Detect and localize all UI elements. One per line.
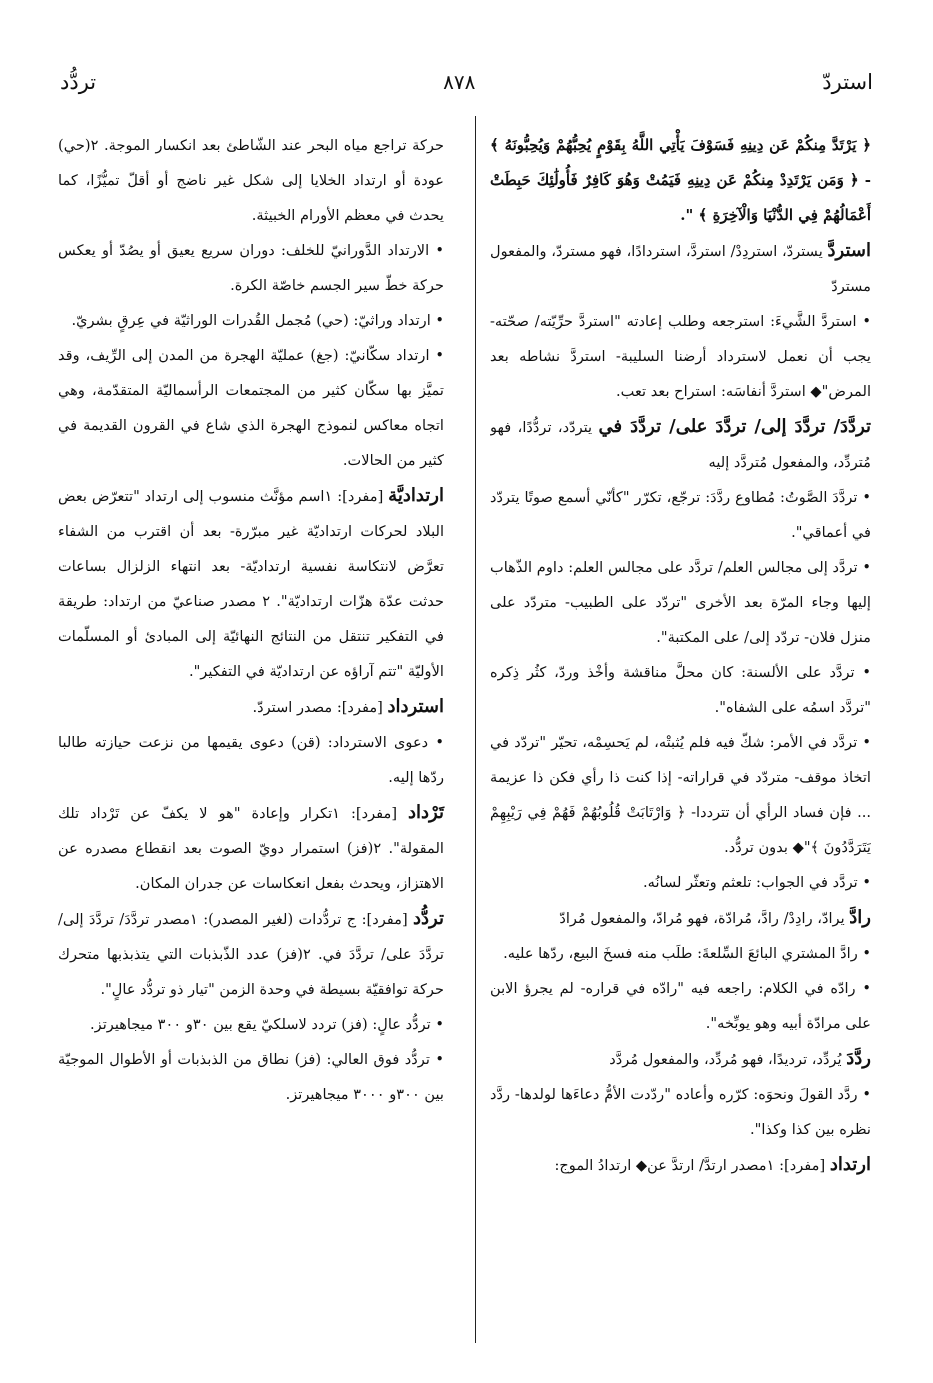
entry-text: يرادّ، رادِدْ/ رادَّ، مُرادّة، فهو مُرادّ، والمفعول مُرادّ xyxy=(559,910,850,927)
entry-text: يستردّ، استردِدْ/ استردَّ، استردادًا، فهو مستردّ، والمفعول مستردّ xyxy=(490,243,871,295)
sense-item: • تردَّدَ الصَّوتُ: مُطاوع ردَّدَ: ترجّع، تكرّر "كأنّي أسمع صوتًا يتردّد في أعماقي". xyxy=(490,489,871,541)
entry-taraddada xyxy=(490,409,871,480)
headword: استردَّ xyxy=(827,240,871,261)
headword: تَرْداد xyxy=(408,802,444,823)
sense-item: • تردُّد عالٍ: (فز) تردد لاسلكيّ يقع بين ٣٠و ٣٠٠ ميجاهيرتز. xyxy=(90,1016,444,1033)
sense-item: • ردَّد القولَ ونحوَه: كرّره وأعاده "ردّدت الأمُّ دعاءَها لولدها- ردَّد نظره بين كذا وكذا". xyxy=(490,1086,871,1138)
sense-item: • تردَّد على الألسنة: كان محلَّ مناقشة وأخْذ وردّ، كثُر ذِكره "تردَّد اسمُه على الشفاه". xyxy=(490,664,871,716)
sense-item: • رادّه في الكلام: راجعه فيه "رادّه في قراره- لم يجرؤ الابن على مرادّة أبيه وهو يوبِّخه". xyxy=(490,980,871,1032)
header-last-word: تردُّد xyxy=(60,70,97,94)
entry-text: [مفرد]: ١تكرار وإعادة "هو لا يكفّ عن تَرْداد تلك المقولة". ٢(فز) استمرار دويّ الصوت بعد انقطاع مصدره عن الاهتزاز، ويحدث بفعل انعكاسات عن جدران المكان. xyxy=(58,805,444,892)
headword: رادَّ xyxy=(849,907,871,928)
left-column xyxy=(58,128,458,1338)
sense-item: • ارتداد وراثيّ: (حي) مُجمل القُدرات الوراثيّة في عِرقٍ بشريّ. xyxy=(71,312,444,329)
sense-item: • الارتداد الدَّورانيّ للخلف: دوران سريع يعيق أو يصُدّ أو يعكس حركة خطّ سير الجسم خاصّة الكرة. xyxy=(58,242,444,294)
entry-text: [مفرد]: ١اسم مؤنَّث منسوب إلى ارتداد "تتعرّض بعض البلاد لحركات ارتداديّة غير مبرّرة- بعد أن اقترب من الشفاء تعرَّض لانتكاسة نفسية ارتداديّة- بعد انتهاء الزلزال بساعات حدثت عدّة هزّات ارتداديّة". ٢ مصدر صناعيّ من ارتداد: طريقة في التفكير تنتقل من النتائج النهائيّة إلى المبادئ أو المسلّمات الأوليّة "تتم آراؤه عن ارتداديّة في التفكير". xyxy=(58,488,444,680)
sense-item: • رادَّ المشتري البائعَ السِّلعةَ: طلَب منه فسخَ البيع، ردّها عليه. xyxy=(503,945,871,962)
entry-istarad xyxy=(490,233,871,304)
sense-item: • تردَّد في الجواب: تلعثم وتعثّر لسانُه. xyxy=(643,874,871,891)
header-first-word: استردّ xyxy=(822,70,873,94)
right-column xyxy=(490,128,871,1338)
sense-item: • ارتداد سكّانيّ: (جغ) عمليّة الهجرة من المدن إلى الرِّيف، وقد تميَّز بها سكّان كثير من المجتمعات الرأسماليّة المتقدّمة، وهي اتجاه معاكس لنموذج الهجرة الذي شاع في القرون القديمة في كثير من الحالات. xyxy=(58,347,444,469)
entry-istirdad xyxy=(58,689,444,725)
column-divider xyxy=(475,116,476,1343)
sense-item: حركة تراجع مياه البحر عند الشّاطئ بعد انكسار الموجة. ٢(حي) عودة أو ارتداد الخلايا إلى شكل غير ناضج أو أقلّ تميُّزًا، كما يحدث في معظم الأورام الخبيثة. xyxy=(58,137,444,224)
entry-tardad xyxy=(58,795,444,901)
entry-raddada xyxy=(490,1041,871,1077)
entry-irtidadiyya xyxy=(58,478,444,689)
headword: ارتداديَّة xyxy=(388,485,444,506)
page-header xyxy=(60,62,873,102)
entry-irtidad xyxy=(490,1147,871,1183)
headword: ردَّدَ xyxy=(846,1048,871,1069)
entry-taraddud xyxy=(58,901,444,1007)
sense-item: • تردُّد فوق العالي: (فز) نطاق من الذبذبات أو الأطوال الموجيّة بين ٣٠٠و ٣٠٠٠ ميجاهيرتز. xyxy=(58,1051,444,1103)
sense-item: • تردَّد إلى مجالس العلم/ تردَّد على مجالس العلم: داوم الذّهاب إليها وجاء المرّة بعد الأخرى "تردّد على الطبيب- متردّد على منزل فلان- تردّد إلى/ على المكتبة". xyxy=(490,559,871,646)
entry-radda xyxy=(490,900,871,936)
entry-text: [مفرد]: ج تردُّدات (لغير المصدر): ١مصدر تردَّدَ/ تردَّدَ إلى/ تردَّدَ على/ تردَّدَ في. ٢(فز) عدد الذّبذبات التي يتذبذبها متحرك حركة توافقيّة بسيطة في وحدة الزمن "تيار ذو تردُّد عالٍ". xyxy=(58,911,444,998)
entry-text: [مفرد]: ١مصدر ارتدَّ/ ارتدَّ عن◆ ارتدادُ الموج: xyxy=(554,1157,830,1174)
headword: تردُّد xyxy=(413,908,444,929)
quran-quote xyxy=(490,128,871,233)
sense-item: • دعوى الاسترداد: (قن) دعوى يقيمها من نزعت حيازته طالبا ردّها إليه. xyxy=(58,734,444,786)
page-number: ٨٧٨ xyxy=(443,70,476,94)
entry-text: يُردِّد، ترديدًا، فهو مُردِّد، والمفعول مُردَّد xyxy=(609,1051,847,1068)
headword: استرداد xyxy=(387,696,444,717)
entry-text: [مفرد]: مصدر استردّ. xyxy=(252,699,388,716)
sense-item: • استردَّ الشَّيءَ: استرجعه وطلب إعادته "استردَّ حرِّيّته/ صحّته- يجب أن نعمل لاسترداد أرضنا السليبة- استردَّ نشاطه بعد المرض"◆ استردَّ أنفاسَه: استراح بعد تعب. xyxy=(490,313,871,400)
headword: تردَّدَ/ تردَّدَ إلى/ تردَّدَ على/ تردَّدَ في xyxy=(598,416,871,437)
sense-item: • تردَّد في الأمر: شكّ فيه فلم يُثبتْه، لم يَحسِمْه، تحيّر "تردّد في اتخاذ موقف- متردّد في قراراته- إذا كنت ذا رأي فكن ذا عزيمة ... فإن فساد الرأي أن تترددا- ﴿ وَارْتَابَتْ قُلُوبُهُمْ فَهُمْ فِي رَيْبِهِمْ يَتَرَدَّدُونَ ﴾"◆ بدون تردُّد. xyxy=(490,734,871,856)
entry-text: يتردّد، تردُّدًا، فهو مُتردِّد، والمفعول مُتردَّد إليه xyxy=(490,419,871,471)
quote-text: ﴿ يَرْتَدَّ مِنكُمْ عَن دِينِهِ فَسَوْفَ يَأْتِي اللَّهُ بِقَوْمٍ يُحِبُّهُمْ وَيُحِبُّونَهُ ﴾ - ﴿ وَمَن يَرْتَدِدْ مِنكُمْ عَن دِينِهِ فَيَمُتْ وَهُوَ كَافِرٌ فَأُولَٰئِكَ حَبِطَتْ أَعْمَالُهُمْ فِي الدُّنْيَا وَالْآخِرَةِ ﴾ ". xyxy=(490,136,871,224)
headword: ارتداد xyxy=(829,1154,871,1175)
